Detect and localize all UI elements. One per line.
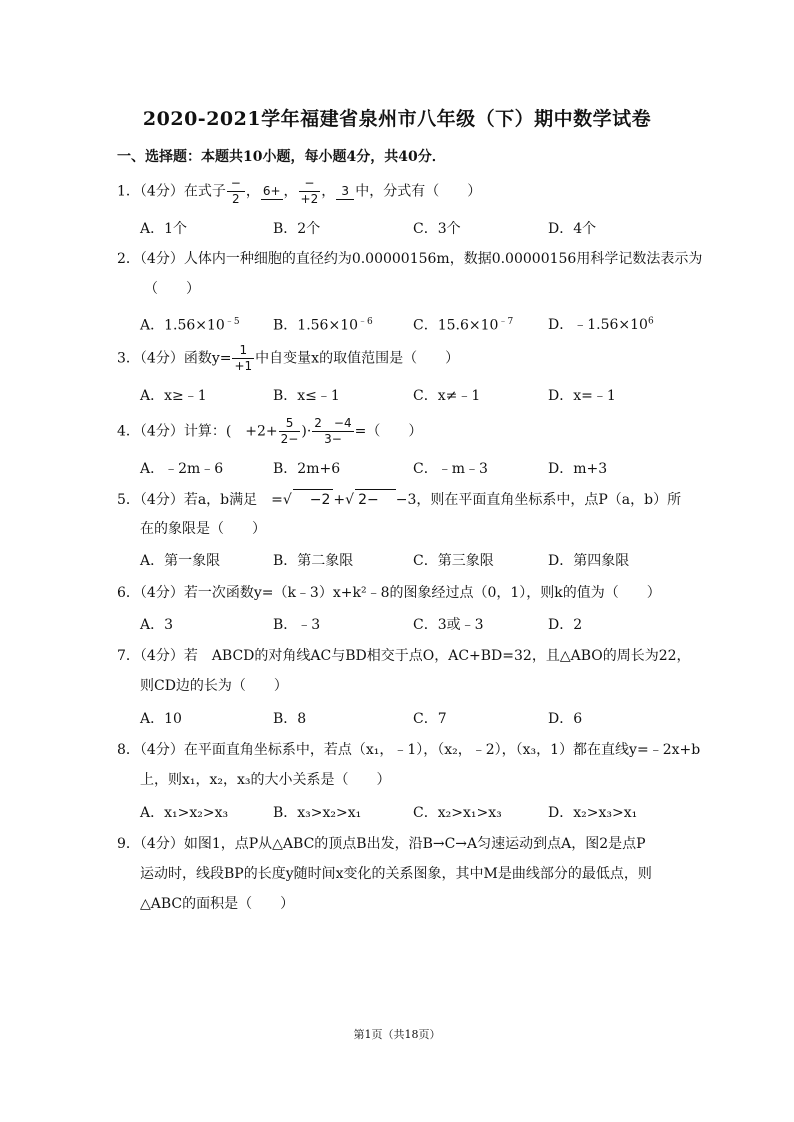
q6-option-d: D．2 bbox=[548, 617, 583, 633]
q5-radical-2: 2− bbox=[355, 489, 396, 510]
q6-option-a: A．3 bbox=[140, 617, 174, 633]
q5-option-d: D．第四象限 bbox=[548, 553, 630, 569]
q1-tail: 中，分式有（ ） bbox=[355, 183, 482, 200]
q1-fraction-2: 6+ bbox=[262, 183, 281, 198]
q3-fraction: $\frac{1}{+1}$ bbox=[234, 343, 253, 373]
q2-stem-line2: （ ） bbox=[144, 281, 200, 297]
q8-option-c: C．x₂>x₁>x₃ bbox=[413, 805, 502, 821]
q3-option-c: C．x≠﹣1 bbox=[413, 388, 481, 404]
q2-option-c: C．$15.6\times 10^{﹣7}$ bbox=[413, 317, 514, 334]
q9-stem: 9．（4分）如图1，点P从△ABC的顶点B出发，沿B→C→A匀速运动到点A，图2是点P bbox=[117, 836, 646, 852]
q9-stem-line3: △ABC的面积是（ ） bbox=[140, 896, 295, 912]
q5-option-b: B．第二象限 bbox=[273, 553, 354, 569]
q5-stem-line2: 在的象限是（ ） bbox=[140, 521, 266, 537]
q6-stem: 6．（4分）若一次函数y=（k﹣3）x+k²﹣8的图象经过点（0，1），则k的值为（ ） bbox=[117, 585, 661, 601]
q4-fraction-2: $\frac{2 -4}{3-}$ bbox=[314, 416, 352, 446]
q9-stem-line2: 运动时，线段BP的长度y随时间x变化的关系图象，其中M是曲线部分的最低点，则 bbox=[140, 866, 652, 882]
q4-option-d: D．m+3 bbox=[548, 461, 608, 477]
q7-option-a: A．10 bbox=[140, 711, 182, 727]
q4-option-a: A．﹣2m﹣6 bbox=[140, 461, 224, 477]
q7-stem-line2: 则CD边的长为（ ） bbox=[140, 678, 288, 694]
q3-option-a: A．x≥﹣1 bbox=[140, 388, 207, 404]
q8-option-b: B．x₃>x₂>x₁ bbox=[273, 805, 362, 821]
q4-option-c: C．﹣m﹣3 bbox=[413, 461, 488, 477]
q1-head: 1．（4分）在式子 bbox=[117, 183, 226, 200]
q5-option-c: C．第三象限 bbox=[413, 553, 494, 569]
question-4: 4．（4分）计算：( +2+ $\frac{5}{2-}$ )· $\frac{2 -4}{3-}$ =（ ） bbox=[117, 416, 423, 446]
q8-stem-line2: 上，则x₁，x₂，x₃的大小关系是（ ） bbox=[140, 772, 391, 788]
q1-fraction-4: 3 bbox=[336, 184, 354, 200]
q7-option-b: B．8 bbox=[273, 711, 307, 727]
question-5: 5．（4分）若a，b满足 =√ −2 +√ 2− −3，则在平面直角坐标系中，点P（a，b）所 bbox=[117, 489, 681, 510]
page-title: 2020-2021学年福建省泉州市八年级（下）期中数学试卷 bbox=[142, 108, 652, 130]
q2-stem: 2．（4分）人体内一种细胞的直径约为0.00000156m，数据0.00000156用科学记数法表示为 bbox=[117, 251, 703, 267]
q1-fraction-1: $\frac{-}{2}$ bbox=[227, 176, 245, 207]
q6-option-c: C．3或﹣3 bbox=[413, 617, 484, 633]
q4-option-b: B．2m+6 bbox=[273, 461, 341, 477]
q7-stem: 7．（4分）若 ABCD的对角线AC与BD相交于点O，AC+BD=32，且△ABO的周长为22， bbox=[117, 648, 691, 664]
q5-radical-1: −2 bbox=[293, 489, 334, 510]
question-3: 3．（4分）函数y= $\frac{1}{+1}$ 中自变量x的取值范围是（ ） bbox=[117, 343, 460, 373]
q3-option-b: B．x≤﹣1 bbox=[273, 388, 340, 404]
q8-stem: 8．（4分）在平面直角坐标系中，若点（x₁，﹣1），（x₂，﹣2），（x₃，1）都在直线y=﹣2x+b bbox=[117, 742, 701, 758]
q3-option-d: D．x=﹣1 bbox=[548, 388, 616, 404]
q8-option-a: A．x₁>x₂>x₃ bbox=[140, 805, 229, 821]
q7-option-c: C．7 bbox=[413, 711, 447, 727]
question-1: 1．（4分）在式子 $\frac{-}{2}$ ， 6+ ， $\frac{-}{+2}$ ， 3 中，分式有（ ） bbox=[117, 176, 482, 206]
q1-option-c: C．3个 bbox=[413, 221, 461, 237]
section-heading: 一、选择题：本题共10小题，每小题4分，共40分． bbox=[117, 149, 446, 165]
q2-option-a: A．$1.56\times 10^{﹣5}$ bbox=[140, 317, 240, 334]
page-footer: 第1页（共18页） bbox=[353, 1028, 441, 1041]
q1-option-d: D．4个 bbox=[548, 221, 597, 237]
q1-option-b: B．2个 bbox=[273, 221, 321, 237]
q8-option-d: D．x₂>x₃>x₁ bbox=[548, 805, 638, 821]
q5-option-a: A．第一象限 bbox=[140, 553, 221, 569]
q4-fraction-1: $\frac{5}{2-}$ bbox=[280, 416, 299, 446]
q1-option-a: A．1个 bbox=[140, 221, 188, 237]
q6-option-b: B．﹣3 bbox=[273, 617, 321, 633]
q7-option-d: D．6 bbox=[548, 711, 583, 727]
q1-fraction-3: $\frac{-}{+2}$ bbox=[300, 176, 319, 206]
q2-option-d: D．$﹣1.56\times 10^6$ bbox=[548, 316, 654, 333]
q2-option-b: B．$1.56\times 10^{﹣6}$ bbox=[273, 317, 373, 334]
